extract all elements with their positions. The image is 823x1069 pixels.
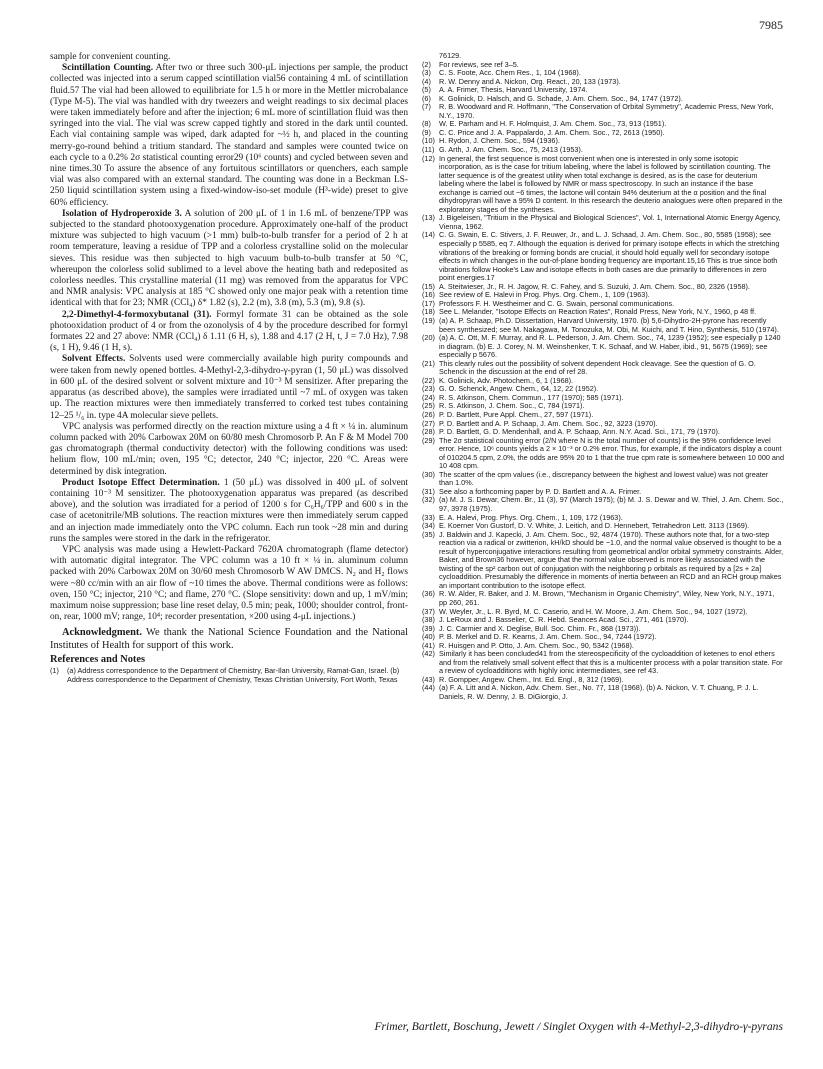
reference-text: Professors F. H. Westheimer and C. G. Swain, personal communications. — [439, 298, 675, 308]
reference-text: K. Golinick, Adv. Photochem., 6, 1 (1968). — [439, 375, 574, 385]
reference-text: J. LeRoux and J. Basselier, C. R. Hebd. Seances Acad. Sci., 271, 461 (1970). — [439, 615, 689, 625]
reference-item — [422, 437, 784, 471]
paragraph-run-in-head: 2,2-Dimethyl-4-formoxybutanal (31). — [62, 309, 212, 320]
reference-number: (40) — [422, 632, 435, 642]
reference-text: (a) M. J. S. Dewar, Chem. Br., 11 (3), 97 (March 1975); (b) M. J. S. Dewar and W. Thiel, J. Am. Chem. Soc., 97, 3978 (1975). — [439, 495, 784, 513]
reference-text: (a) A. C. Ott, M. F. Murray, and R. L. Pederson, J. Am. Chem. Soc., 74, 1239 (1952); see especially p 1240 in diagram. (b) E. J. Corey, N. M. Weinshenker, T. K. Schaaf, and W. Haber, ibid., 91, 5675 (1969); see especially p 5676. — [439, 333, 781, 360]
paragraph-run-in-head: Scintillation Counting. — [62, 63, 154, 74]
reference-text: R. S. Atkinson, Chem. Commun., 177 (1970); 585 (1971). — [439, 392, 624, 402]
reference-text: G. O. Schenck, Angew. Chem., 64, 12, 22 (1952). — [439, 384, 599, 394]
reference-text: See L. Melander, "Isotope Effects on Reaction Rates", Ronald Press, New York, N.Y., 1960, p 48 ff. — [439, 307, 757, 317]
reference-text: P. B. Merkel and D. R. Kearns, J. Am. Chem. Soc., 94, 7244 (1972). — [439, 632, 657, 642]
reference-text: R. W. Denny and A. Nickon, Org. React., 20, 133 (1973). — [439, 76, 621, 86]
reference-number: (41) — [422, 640, 435, 650]
reference-number: (37) — [422, 606, 435, 616]
experimental-section — [50, 52, 408, 623]
reference-number: (7) — [422, 102, 431, 112]
reference-item — [50, 667, 408, 684]
reference-number: (36) — [422, 589, 435, 599]
reference-text: A. Steitwieser, Jr., R. H. Jagow, R. C. Fahey, and S. Suzuki, J. Am. Chem. Soc., 80, 2326 (1958). — [439, 281, 750, 291]
paragraph — [50, 52, 408, 63]
reference-number: (29) — [422, 435, 435, 445]
acknowledgment-text: We thank the National Science Foundation and the National Institutes of Health for support of this work. — [50, 627, 408, 651]
paragraph-text: 1 (50 μL) was dissolved in 400 μL of solvent containing 10⁻³ M sensitizer. The photooxygenation apparatus was prepared (as described above), and the solution was irradiated for a period of 1200 s for C₆H₆/TPP and 600 s in the case of acetonitrile/MB solutions. The reaction mixtures were then immediately serum capped and an injection made immediately onto the VPC column. Each run took ~28 min and during runs the samples were stored in the dark in the refrigerator. — [50, 477, 408, 544]
reference-text: E. A. Halevi, Prog. Phys. Org. Chem., 1, 109, 172 (1963). — [439, 512, 623, 522]
paragraph-run-in-head: Isolation of Hydroperoxide 3. — [62, 208, 182, 219]
reference-number: (12) — [422, 153, 435, 163]
reference-number: (1) — [50, 665, 59, 675]
reference-text: Similarly it has been concluded41 from the stereospecificity of the cycloaddition of ketenes to enol ethers and from the relatively small solvent effect that this is a multicenter process with a polar transition state. For a review of cycloadditions with highly ionic intermediates, see ref 43. — [439, 649, 783, 676]
reference-number: (24) — [422, 392, 435, 402]
references-heading: References and Notes — [50, 653, 146, 665]
reference-number: (32) — [422, 495, 435, 505]
reference-text: K. Golinick, D. Halsch, and G. Schade, J. Am. Chem. Soc., 94, 1747 (1972). — [439, 93, 683, 103]
reference-item — [422, 231, 784, 282]
reference-number: (14) — [422, 230, 435, 240]
reference-item — [422, 103, 784, 120]
reference-number: (43) — [422, 674, 435, 684]
reference-text: R. S. Atkinson, J. Chem. Soc., C, 784 (1971). — [439, 401, 585, 411]
paragraph — [50, 545, 408, 623]
reference-text: J. C. Carmier and X. Deglise, Bull. Soc. Chim. Fr., 868 (1973)). — [439, 623, 641, 633]
reference-number: (38) — [422, 615, 435, 625]
reference-number: (8) — [422, 119, 431, 129]
reference-item — [422, 531, 784, 591]
acknowledgment — [50, 627, 408, 651]
reference-number: (10) — [422, 136, 435, 146]
reference-text: R. B. Woodward and R. Hoffmann, "The Conservation of Orbital Symmetry", Academic Press, New York, N.Y., 1970. — [439, 102, 774, 120]
reference-text: This clearly rules out the possibility of solvent dependent Hock cleavage. See the question of G. O. Schenck in the discussion at the end of ref 28. — [439, 358, 756, 377]
reference-number: (34) — [422, 521, 435, 531]
reference-number: (39) — [422, 623, 435, 633]
paragraph-run-in-head: Product Isotope Effect Determination. — [62, 477, 220, 488]
reference-text: For reviews, see ref 3–5. — [439, 59, 519, 69]
reference-text: R. Huisgen and P. Otto, J. Am. Chem. Soc., 90, 5342 (1968). — [439, 640, 634, 650]
reference-text: (a) F. A. Litt and A. Nickon, Adv. Chem. Ser., No. 77, 118 (1968). (b) A. Nickon, V. T. Chuang, P. J. L. Daniels, R. W. Denny, J. B. DiGiorgio, J. — [439, 683, 759, 702]
acknowledgment-head: Acknowledgment. — [62, 627, 142, 639]
reference-number: (28) — [422, 427, 435, 437]
reference-text: W. E. Parham and H. F. Holmquist, J. Am. Chem. Soc., 73, 913 (1951). — [439, 119, 667, 129]
reference-number: (35) — [422, 529, 435, 539]
left-reference-list — [50, 667, 408, 684]
reference-number: (30) — [422, 469, 435, 479]
reference-number: (25) — [422, 401, 435, 411]
reference-number: (6) — [422, 93, 431, 103]
paragraph — [50, 354, 408, 421]
paragraph-text: VPC analysis was made using a Hewlett-Packard 7620A chromatograph (flame detector) with automatic digital integrator. The VPC column was a 10 ft × ¼ in. aluminum column packed with 20% Carbowax 20M on 30/60 mesh Chromosorb W AW DMCS. N₂ and H₂ flows were ~80 cc/min with an air flow of ~10 times the above. Thermal conditions were as follows: oven, 150 °C; injector, 210 °C; and flame, 270 °C. (Slope sensitivity: down and up, 1 mV/min; maximum noise suppression; base line reset delay, 0.5 min; peak, 1000; shoulder control, front-on, rear, 1000 mV; range, 10⁴; recorder presentation, ×200 using 4-μL injections.) — [50, 544, 408, 623]
reference-text: H. Rydon, J. Chem. Soc., 594 (1936). — [439, 136, 560, 146]
reference-number: (22) — [422, 375, 435, 385]
reference-number: (11) — [422, 145, 435, 155]
reference-text: (a) Address correspondence to the Department of Chemistry, Bar-Ilan University, Ramat-Gan, Israel. (b) Address correspondence to the Department of Chemistry, Texas Christian University, Fort Worth, Texas — [67, 665, 400, 684]
reference-number: (33) — [422, 512, 435, 522]
reference-item — [422, 590, 784, 607]
page-number: 7985 — [759, 18, 783, 32]
reference-text: In general, the first sequence is most convenient when one is interested in only some isotopic incorporation, as is the case for tritium labeling, where the label is followed by scintillation counting. The latter sequence is of the greatest utility when total exchange is desired, as is the case for deuterium labeling where the label is followed by NMR or mass spectroscopy. In such an instance if the base exchange is carried out ~6 times, the lactone will contain 94% deuterium at the α position and the final dihydropyran will have a 95% D content. In this research the deuterio analogues were often prepared in the exploratory stages of the syntheses. — [439, 153, 783, 214]
right-column — [422, 52, 784, 702]
reference-number: (16) — [422, 290, 435, 300]
reference-number: (19) — [422, 315, 435, 325]
paragraph — [50, 422, 408, 478]
reference-item — [422, 317, 784, 334]
reference-item — [422, 360, 784, 377]
running-footer: Frimer, Bartlett, Boschung, Jewett / Singlet Oxygen with 4-Methyl-2,3-dihydro-γ-pyrans — [374, 1020, 783, 1033]
reference-item — [422, 214, 784, 231]
reference-number: (31) — [422, 486, 435, 496]
reference-number: (2) — [422, 59, 431, 69]
paragraph-text: A solution of 200 μL of 1 in 1.6 mL of benzene/TPP was subjected to the standard photooxygenation procedure. Approximately one-half of the product mixture was subjected to high vacuum (>1 mm) bulb-to-bulb transfer for a period of 2 h at room temperature, leaving a residue of TPP and a colorless crystalline solid on the molecular sieves. This residue was then subjected to high vacuum bulb-to-bulb transfer at 50 °C, whereupon the colorless solid sublimed to a level above the heating bath and redeposited as colorless needles. This crystalline material (11 mg) was removed from the apparatus for VPC and NMR analysis: VPC analysis at 185 °C showed only one major peak with a retention time identical with that for 23; NMR (CCl₄) δ* 1.82 (s), 2.2 (m), 3.8 (m), 5.3 (m), 9.8 (s). — [50, 208, 408, 309]
paragraph-text: sample for convenient counting. — [50, 52, 171, 62]
reference-item — [422, 496, 784, 513]
reference-number: (26) — [422, 409, 435, 419]
reference-number: (9) — [422, 127, 431, 137]
reference-item — [422, 684, 784, 701]
reference-text: R. W. Alder, R. Baker, and J. M. Brown, "Mechanism in Organic Chemistry", Wiley, New York, N.Y., 1971, pp 260, 261. — [439, 589, 775, 607]
reference-text: C. C. Price and J. A. Pappalardo, J. Am. Chem. Soc., 72, 2613 (1950). — [439, 127, 665, 137]
reference-text: W. Weyler, Jr., L. R. Byrd, M. C. Caserio, and H. W. Moore, J. Am. Chem. Soc., 94, 1027 (1972). — [439, 606, 748, 616]
reference-text: C. S. Foote, Acc. Chem Res., 1, 104 (1968). — [439, 68, 581, 78]
reference-text: J. Bigeleisen, "Tritium in the Physical and Biological Sciences", Vol. 1, International Atomic Energy Agency, Vienna, 1962. — [439, 213, 781, 231]
reference-text: A. A. Frimer, Thesis, Harvard University, 1974. — [439, 85, 588, 95]
reference-number: (18) — [422, 307, 435, 317]
reference-text: P. D. Bartlett and A. P. Schaap, J. Am. Chem. Soc., 92, 3223 (1970). — [439, 418, 658, 428]
reference-item — [422, 155, 784, 215]
reference-text: P. D. Bartlett, Pure Appl. Chem., 27, 597 (1971). — [439, 409, 594, 419]
paragraph — [50, 310, 408, 355]
reference-number: (4) — [422, 76, 431, 86]
reference-number: (5) — [422, 85, 431, 95]
paragraph-text: VPC analysis was performed directly on the reaction mixture using a 4 ft × ¼ in. aluminum column packed with 20% Carbowax 20M on 60/80 mesh Chromosorb P. An F & M Model 700 gas chromatograph (thermal conductivity detector) with the following conditions was used: helium flow, 100 mL/min; oven, 195 °C; detector, 240 °C; injector, 220 °C. Areas were determined by disk integration. — [50, 421, 408, 477]
paragraph-text: Formyl formate 31 can be obtained as the sole photooxidation product of 4 or from the ozonolysis of 4 by the procedure described for formyl formates 22 and 27 above: NMR (CCl₄) δ 1.11 (6 H, s), 1.88 and 4.17 (2 H, t, J = 7.0 Hz), 7.98 (s, 1 H), 9.46 (1 H, s). — [50, 309, 408, 354]
paragraph — [50, 63, 408, 209]
reference-number: (15) — [422, 281, 435, 291]
reference-text: See review of E. Halevi in Prog. Phys. Org. Chem., 1, 109 (1963). — [439, 290, 650, 300]
reference-item — [422, 334, 784, 360]
reference-text: C. G. Swain, E. C. Stivers, J. F. Reuwer, Jr., and L. J. Schaad, J. Am. Chem. Soc., 80, 5585 (1958); see especially p 5585, eq 7. Although the equation is derived for primary isotope effects in which the stretching vibrations of the breaking or forming bonds are crucial, it should hold equally well for secondary isotope effects in which changes in the out-of-plane bonding frequency are important.15,16 This is true since both vibrations follow Hooke's Law and isotope effects in both cases are due primarily to differences in zero point energies.17 — [439, 230, 780, 283]
reference-number: (23) — [422, 384, 435, 394]
reference-number: (27) — [422, 418, 435, 428]
reference-number: (13) — [422, 213, 435, 223]
paragraph-text: Solvents used were commercially available high purity compounds and were taken from newly opened bottles. 4-Methyl-2,3-dihydro-γ-pyran (1, 50 μL) was dissolved in 600 μL of the desired solvent or solvent mixture and 10⁻³ M sensitizer. After preparing the apparatus (as described above), the samples were irradiated until ~7 mL of oxygen was taken up. The reaction mixtures were then immediately transferred to corked test tubes containing 12–25 ¹/₆ in. type 4A molecular sieve pellets. — [50, 354, 408, 421]
reference-text: J. Baldwin and J. Kapecki, J. Am. Chem. Soc., 92, 4874 (1970). These authors note that, for a two-step reaction via a radical or zwitterion, kH/kD should be ~1.0, and the normal value observed is thought to be a result of hyperconjugative interactions resulting from geometrical and/or orbital symmetry constraints. Alder, Baker, and Brown36 however, argue that the normal value observed is more likely associated with the twisting of the sp² carbon out of conjugation with the neighboring p orbitals as required by a [2s + 2a] cycloaddition. Presumably the difference in moments of inertia between an RCD and an RCH group makes an important contribution to the isotope effect. — [439, 529, 784, 590]
right-reference-list — [422, 52, 784, 702]
reference-item — [422, 471, 784, 488]
reference-text: G. Arth, J. Am. Chem. Soc., 75, 2413 (1953). — [439, 145, 583, 155]
reference-number: (17) — [422, 298, 435, 308]
reference-text: R. Gompper, Angew. Chem., Int. Ed. Engl., 8, 312 (1969). — [439, 674, 624, 684]
reference-text: See also a forthcoming paper by P. D. Bartlett and A. A. Frimer. — [439, 486, 642, 496]
reference-item — [422, 650, 784, 676]
left-column — [50, 52, 408, 684]
reference-number: (42) — [422, 649, 435, 659]
reference-number: (21) — [422, 358, 435, 368]
reference-text: E. Koerner Von Gustorf, D. V. White, J. Leitich, and D. Hennebert, Tetrahedron Lett. 3113 (1969). — [439, 521, 750, 531]
reference-text: The 2σ statistical counting error (2/N where N is the total number of counts) is the 95% confidence level error. Hence, 10⁶ counts yields a 2 × 10⁻³ or 0.2% error. Thus, for example, if the indicators display a count of 010204.5 cpm, 2.0%, the odds are 95% 20 to 1 that the true cpm rate is somewhere between 10 000 and 10 408 cpm. — [439, 435, 784, 471]
reference-text: (a) A. P. Schaap, Ph.D. Dissertation, Harvard University, 1970. (b) 5,6-Dihydro-2H-pyrone has recently been synthesized; see M. Nakagawa, M. Tonozuka, M. Obi, M. Kuichi, and T. Hino, Synthesis, 510 (1974). — [439, 315, 779, 334]
paragraph — [50, 478, 408, 545]
paragraph — [50, 209, 408, 310]
paragraph-run-in-head: Solvent Effects. — [62, 354, 126, 365]
reference-number: (20) — [422, 333, 435, 343]
reference-number: (44) — [422, 683, 435, 693]
reference-text: The scatter of the cpm values (i.e., discrepancy between the highest and lowest value) was not greater than 1.0%. — [439, 469, 769, 488]
paragraph-text: After two or three such 300-μL injections per sample, the product collected was injected into a serum capped scintillation vial56 containing 4 mL of scintillation fluid.57 The vial had been allowed to equilibriate for 1.5 h or more in the Mettler microbalance (Type M-5). The vial was handled with dry tweezers and weight readings to six decimal places were taken immediately before and after the injection; 6 mL more of scintillation fluid was then syringed into the vial. The vial was screw capped tightly and stored in the dark until counted. Each vial containing sample was wiped, dark adapted for ~½ h, and placed in the counting merry-go-round behind a tritium standard. The standard and samples were counted twice on each cycle to a 0.2% 2σ statistical counting error29 (10⁶ counts) and cycled between seven and nine times.30 To assure the absence of any fortuitous scintillators or quenchers, each sample vial was also compared with an external standard. The counting was done in a Beckman LS-250 liquid scintillation system using a fixed-window-iso-set module (H³-wide) preset to give 60% efficiency. — [50, 63, 408, 208]
reference-number: (3) — [422, 68, 431, 78]
reference-text: 76129. — [439, 51, 462, 60]
reference-text: P. D. Bartlett, G. D. Mendenhall, and A. P. Schaap, Ann. N.Y. Acad. Sci., 171, 79 (1970). — [439, 427, 720, 437]
